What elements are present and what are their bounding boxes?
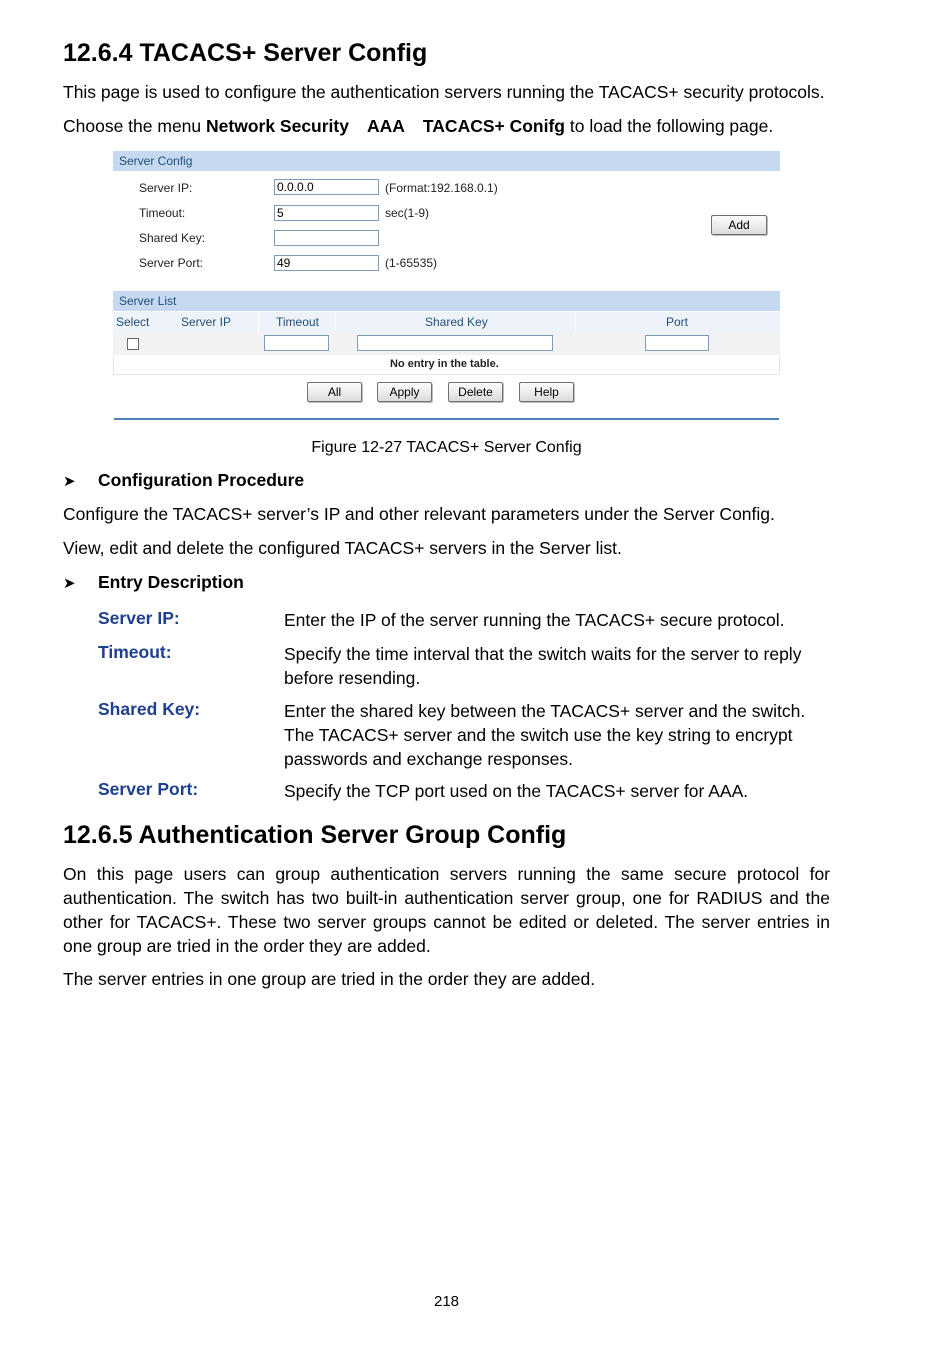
column-shared-key: Shared Key — [425, 315, 488, 329]
server-ip-hint: (Format:192.168.0.1) — [385, 181, 498, 195]
menu-path-aaa: AAA — [366, 116, 405, 136]
apply-button[interactable]: Apply — [377, 382, 432, 402]
bullet-arrow-icon: ➤ — [63, 473, 76, 490]
entry-term-timeout: Timeout: — [98, 642, 172, 662]
menu-suffix: to load the following page. — [565, 116, 774, 136]
empty-table-message: No entry in the table. — [390, 358, 499, 370]
filter-shared-key-input[interactable] — [357, 335, 553, 351]
add-button[interactable]: Add — [711, 215, 767, 235]
timeout-label: Timeout: — [139, 206, 186, 220]
timeout-hint: sec(1-9) — [385, 206, 430, 220]
menu-instruction — [63, 114, 773, 138]
entry-desc-shared-key: Enter the shared key between the TACACS+ server and the switch. The TACACS+ server and the switch use the key string to encrypt passwords and exchange responses. — [284, 701, 806, 769]
entry-desc-timeout: Specify the time interval that the switch waits for the server to reply before resending. — [284, 644, 802, 688]
figure-caption: Figure 12-27 TACACS+ Server Config — [311, 439, 582, 456]
entry-description-heading: Entry Description — [98, 572, 244, 592]
section2-heading: 12.6.5 Authentication Server Group Config — [63, 821, 567, 849]
entry-desc-server-port: Specify the TCP port used on the TACACS+ server for AAA. — [284, 781, 749, 801]
section2-paragraph1: On this page users can group authentication servers running the same secure protocol for authentication. The switch has two built-in authentication server group, one for RADIUS and the other for TACACS+. These two server groups cannot be edited or deleted. The server entries in one group are tried in the order they are added. — [63, 864, 830, 956]
config-procedure-heading: Configuration Procedure — [98, 470, 305, 490]
all-button[interactable]: All — [307, 382, 362, 402]
config-procedure-line2: View, edit and delete the configured TACACS+ servers in the Server list. — [63, 538, 622, 558]
intro-text: This page is used to configure the authentication servers running the TACACS+ security protocols. — [63, 82, 825, 102]
section-heading: 12.6.4 TACACS+ Server Config — [63, 39, 428, 67]
entry-term-server-port: Server Port: — [98, 779, 199, 799]
bullet-arrow-icon: ➤ — [63, 575, 76, 592]
filter-timeout-input[interactable] — [264, 335, 329, 351]
menu-prefix: Choose the menu — [63, 116, 207, 136]
timeout-input[interactable]: 5 — [274, 205, 379, 221]
figure-bottom-rule — [114, 418, 779, 420]
page-number: 218 — [433, 1293, 460, 1310]
server-ip-label: Server IP: — [139, 181, 193, 195]
entry-desc-server-ip: Enter the IP of the server running the TACACS+ secure protocol. — [284, 610, 785, 630]
select-all-checkbox[interactable] — [127, 338, 139, 350]
column-select: Select — [116, 315, 150, 329]
entry-term-server-ip: Server IP: — [98, 608, 180, 628]
delete-button[interactable]: Delete — [448, 382, 503, 402]
column-port: Port — [666, 315, 689, 329]
shared-key-input[interactable] — [274, 230, 379, 246]
shared-key-label: Shared Key: — [139, 231, 206, 245]
entry-term-shared-key: Shared Key: — [98, 699, 201, 719]
column-divider — [575, 312, 576, 333]
server-port-hint: (1-65535) — [385, 256, 438, 270]
column-timeout: Timeout — [276, 315, 319, 329]
server-config-header: Server Config — [113, 151, 780, 171]
server-port-input[interactable]: 49 — [274, 255, 379, 271]
server-ip-input[interactable]: 0.0.0.0 — [274, 179, 379, 195]
column-divider — [335, 312, 336, 333]
help-button[interactable]: Help — [519, 382, 574, 402]
menu-path-network-security: Network Security — [206, 116, 349, 136]
menu-path-tacacs-config: TACACS+ Conifg — [422, 116, 565, 136]
server-list-header: Server List — [113, 291, 780, 311]
column-divider — [258, 312, 259, 333]
server-port-label: Server Port: — [139, 256, 204, 270]
config-procedure-line1: Configure the TACACS+ server’s IP and other relevant parameters under the Server Config. — [63, 504, 775, 524]
column-server-ip: Server IP — [181, 315, 232, 329]
filter-port-input[interactable] — [645, 335, 709, 351]
screenshot-figure — [113, 151, 780, 421]
section2-paragraph2: The server entries in one group are tried in the order they are added. — [63, 969, 596, 989]
